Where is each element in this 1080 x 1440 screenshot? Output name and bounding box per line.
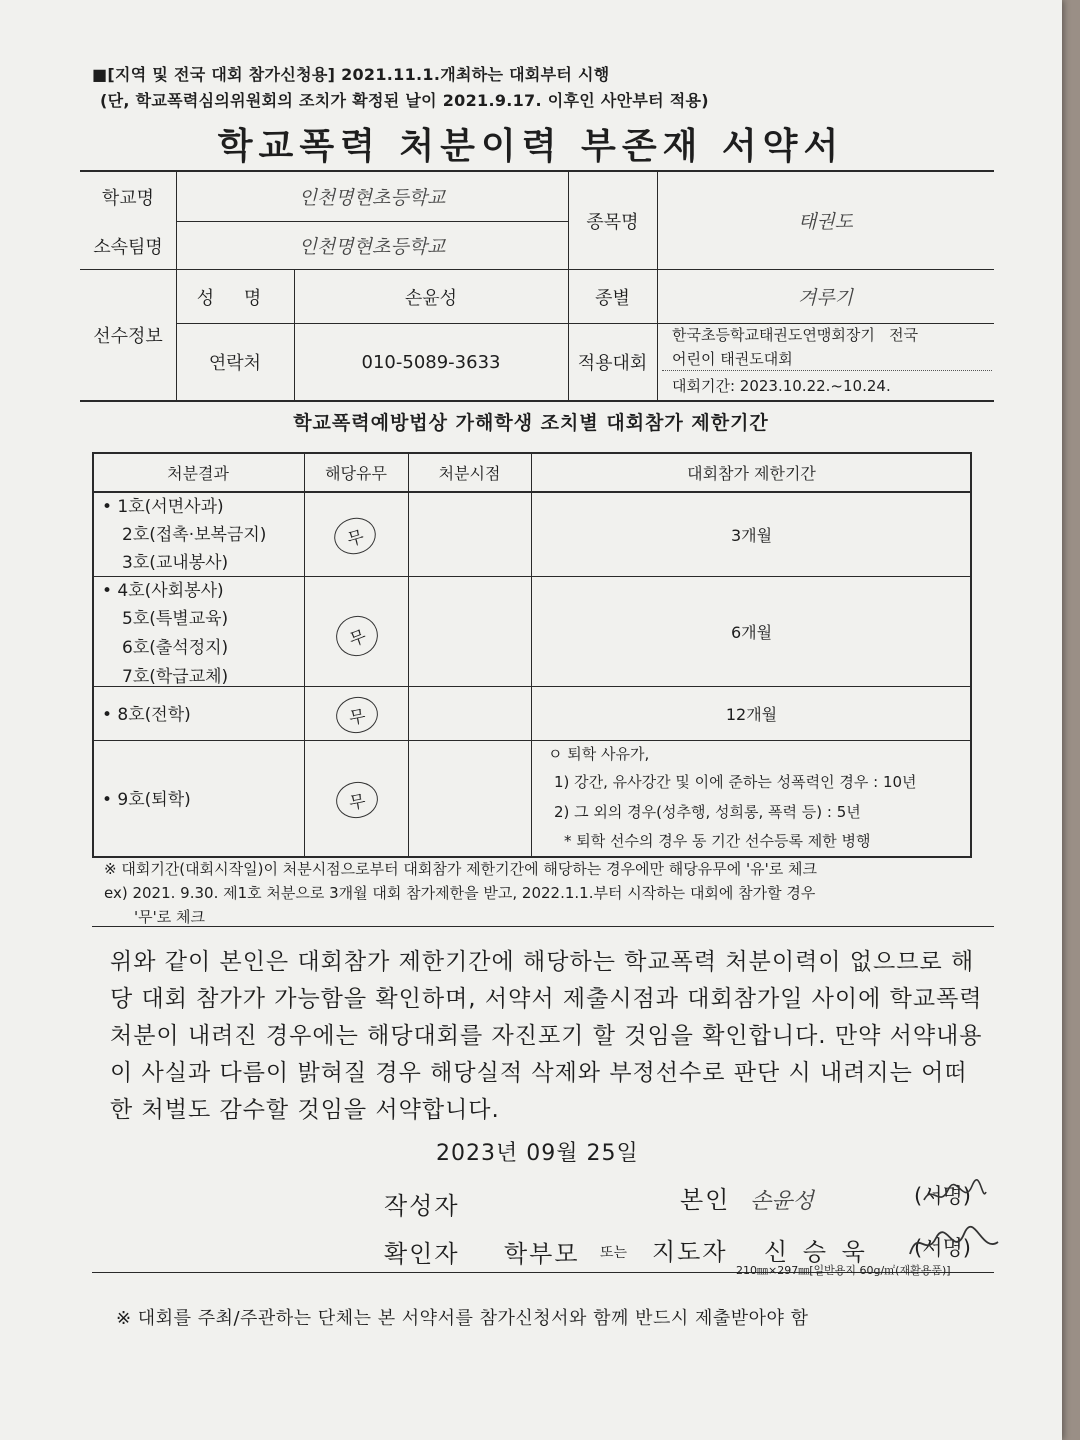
self-signature-scribble — [920, 1178, 990, 1212]
disposition-item: 3호(교내봉사) — [122, 553, 229, 573]
coach-name: 신 승 욱 — [764, 1238, 869, 1266]
restriction-period: 3개월 — [730, 526, 773, 545]
self-name-handwritten: 손윤성 — [750, 1189, 814, 1214]
restriction-vline — [408, 452, 409, 858]
writer-label: 작성자 — [384, 1192, 460, 1220]
disposition-item: • 1호(서면사과) — [102, 497, 224, 517]
contact-value: 010-5089-3633 — [361, 351, 501, 373]
competition-name-line1: 한국초등학교태권도연맹회장기 전국 — [672, 325, 919, 344]
restriction-row-line — [92, 740, 972, 741]
player-info-label: 선수정보 — [93, 326, 163, 347]
header-disposition-date: 처분시점 — [438, 464, 501, 483]
expulsion-registration-note: * 퇴학 선수의 경우 동 기간 선수등록 제한 병행 — [564, 832, 871, 850]
event-value: 겨루기 — [797, 287, 854, 309]
not-applicable-check: 무 — [330, 610, 383, 662]
disposition-item: 2호(접촉·보복금지) — [122, 525, 267, 545]
coach-sign-label: (서명) — [914, 1236, 971, 1260]
competition-label: 적용대회 — [577, 353, 648, 374]
note-example: ex) 2021. 9.30. 제1호 처분으로 3개월 대회 참가제한을 받고, 2022.1.1.부터 시작하는 대회에 참가할 경우 — [104, 884, 816, 902]
competition-name-line2: 어린이 태권도대회 — [672, 349, 793, 368]
not-applicable-check: 무 — [333, 694, 381, 737]
school-label: 학교명 — [101, 187, 155, 209]
competition-dotted-line — [662, 370, 992, 371]
parent-label: 학부모 — [504, 1240, 580, 1268]
disposition-item: 6호(출석정지) — [122, 638, 229, 658]
coach-label: 지도자 — [652, 1238, 728, 1266]
restriction-period: 12개월 — [725, 705, 778, 724]
header-restriction-period: 대회참가 제한기간 — [687, 464, 816, 483]
disposition-item: • 8호(전학) — [102, 705, 191, 725]
header-condition: (단, 학교폭력심의위원회의 조치가 확정된 날이 2021.9.17. 이후인 사안부터 적용) — [100, 91, 709, 110]
expulsion-reason-2: 2) 그 외의 경우(성추행, 성희롱, 폭력 등) : 5년 — [554, 803, 861, 821]
restriction-vline — [304, 452, 305, 858]
restriction-period: 6개월 — [730, 623, 773, 642]
disposition-item: • 9호(퇴학) — [102, 790, 191, 810]
notes-divider — [92, 926, 994, 927]
sport-label: 종목명 — [586, 211, 639, 233]
note-check-rule: ※ 대회기간(대회시작일)이 처분시점으로부터 대회참가 제한기간에 해당하는 경우에만 해당유무에 '유'로 체크 — [104, 860, 817, 878]
competition-period: 대회기간: 2023.10.22.~10.24. — [672, 376, 891, 395]
school-value: 인천명현초등학교 — [298, 187, 446, 209]
self-label: 본인 — [680, 1186, 731, 1214]
pledge-statement: 위와 같이 본인은 대회참가 제한기간에 해당하는 학교폭력 처분이력이 없으므로 해당 대회 참가가 가능함을 확인하며, 서약서 제출시점과 대회참가일 사이에 학교폭력 처분이 내려진 경우에는 해당대회를 자진포기 할 것임을 확인합니다. 만약 서약내용이 사실과 다름이 밝혀질 경우 해당실적 삭제와 부정선수로 판단 시 내려지는 어떠한 처벌도 감수할 것임을 서약합니다. — [110, 949, 983, 1123]
document-title: 학교폭력 처분이력 부존재 서약서 — [217, 126, 845, 167]
not-applicable-check: 무 — [330, 513, 380, 559]
self-sign-label: (서명) — [914, 1184, 971, 1208]
or-label: 또는 — [600, 1245, 628, 1261]
disposition-item: 5호(특별교육) — [122, 609, 229, 629]
footer-note: ※ 대회를 주최/주관하는 단체는 본 서약서를 참가신청서와 함께 반드시 제출받아야 함 — [116, 1308, 809, 1329]
sport-value: 태권도 — [797, 211, 854, 233]
info-table-bottom-border — [80, 400, 994, 402]
pledge-date: 2023년 09월 25일 — [436, 1141, 639, 1166]
name-label: 성 명 — [196, 287, 274, 309]
expulsion-reason-1: 1) 강간, 유사강간 및 이에 준하는 성폭력인 경우 : 10년 — [554, 773, 917, 791]
not-applicable-check: 무 — [333, 779, 381, 822]
note-example-cont: '무'로 체크 — [134, 908, 205, 926]
expulsion-reason-intro: ㅇ 퇴학 사유가, — [548, 745, 650, 763]
contact-label: 연락처 — [208, 353, 262, 374]
event-label: 종별 — [595, 287, 630, 309]
disposition-item: • 4호(사회봉사) — [102, 581, 224, 601]
team-label: 소속팀명 — [93, 236, 163, 258]
restriction-subtitle: 학교폭력예방법상 가해학생 조치별 대회참가 제한기간 — [293, 412, 769, 434]
paper-spec: 210㎜×297㎜[일반용지 60g/㎡(재활용품)] — [736, 1264, 951, 1277]
confirmer-label: 확인자 — [384, 1240, 460, 1268]
name-value: 손윤성 — [404, 287, 458, 309]
header-disposition: 처분결과 — [167, 464, 229, 483]
coach-signature-scribble — [904, 1224, 1004, 1264]
header-scope: ■[지역 및 전국 대회 참가신청용] 2021.11.1.개최하는 대회부터 시행 — [92, 65, 610, 84]
disposition-item: 7호(학급교체) — [122, 667, 229, 687]
team-value: 인천명현초등학교 — [298, 236, 446, 258]
header-applicable: 해당유무 — [325, 464, 387, 483]
